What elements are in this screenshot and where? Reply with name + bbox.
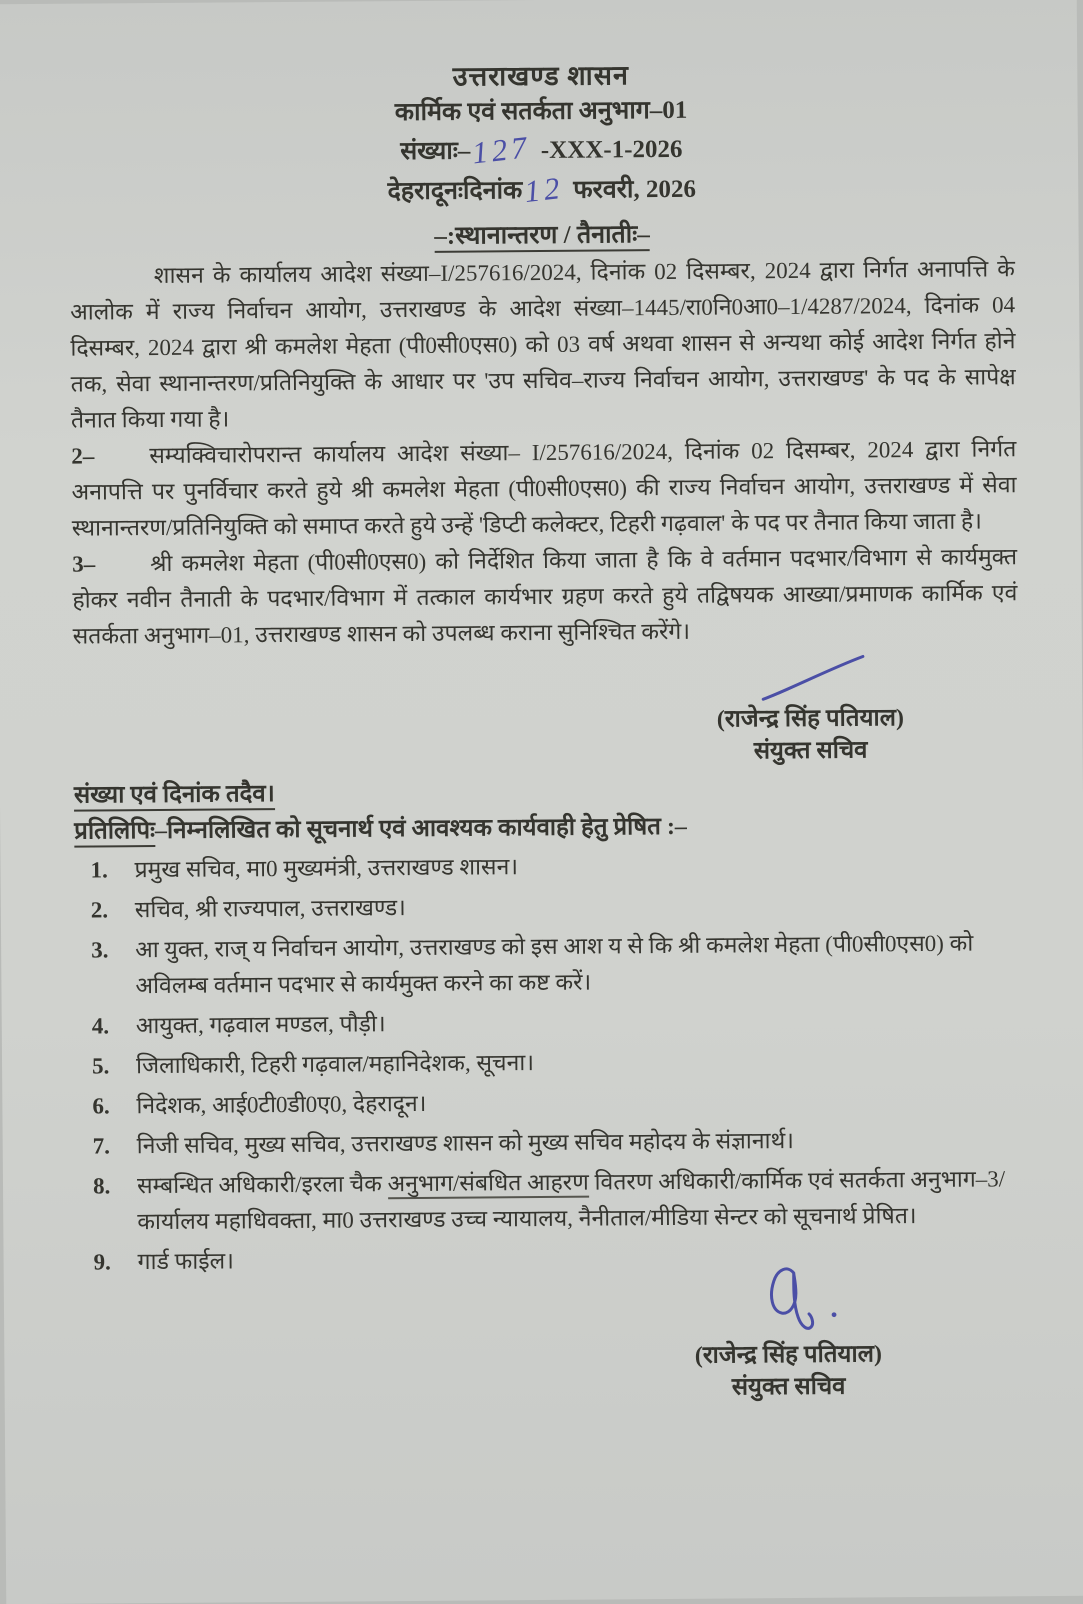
paragraph-1 (70, 251, 1016, 438)
paragraph-3-text: श्री कमलेश मेहता (पी0सी0एस0) को निर्देशित किया जाता है कि वे वर्तमान पदभार/विभाग से कार्यमुक्त होकर नवीन तैनाती के पदभार/विभाग में तत्काल कार्यभार ग्रहण करते हुये तद्विषयक आख्या/प्रमाणक कार्मिक एवं सतर्कता अनुभाग–01, उत्तराखण्ड शासन को उपलब्ध कराना सुनिश्चित करेंगे। (72, 544, 1018, 649)
handwritten-date: 12 (522, 169, 566, 210)
copy-label: प्रतिलिपिः (74, 818, 155, 848)
subject-text: –:स्थानान्तरण / तैनातीः– (434, 221, 650, 253)
list-item: 5. जिलाधिकारी, टिहरी गढ़वाल/महानिदेशक, सूचना। (91, 1050, 535, 1079)
copy-recipients-list (74, 845, 1022, 1280)
letter-number-label: संख्याः– (400, 137, 471, 166)
list-item: 8. सम्बन्धित अधिकारी/इरला चैक अनुभाग/संबधित आहरण वितरण अधिकारी/कार्मिक एवं सतर्कता अनुभाग–3/कार्यालय महाधिवक्ता, मा0 उत्तराखण्ड उच्च न्यायालय, नैनीताल/मीडिया सेन्टर को सूचनार्थ प्रेषित। (92, 1166, 1006, 1235)
list-item: 6. निदेशक, आई0टी0डी0ए0, देहरादून। (92, 1090, 427, 1119)
letterhead (68, 54, 1015, 258)
paragraph-2-number: 2– (71, 443, 95, 469)
signatory-name: (राजेन्द्र सिंह पतियाल) (694, 1341, 883, 1369)
paragraph-2-text: सम्यक्विचारोपरान्त कार्यालय आदेश संख्या– I/257616/2024, दिनांक 02 दिसम्बर, 2024 द्वारा निर्गत अनापत्ति पर पुनर्विचार करते हुये श्री कमलेश मेहता (पी0सी0एस0) की राज्य निर्वाचन आयोग, उत्तराखण्ड में सेवा स्थानान्तरण/प्रतिनियुक्ति को समाप्त करते हुये उन्हें 'डिप्टी कलेक्टर, टिहरी गढ़वाल' के पद पर तैनात किया जाता है। (71, 436, 1017, 541)
signature-block-2 (623, 1260, 954, 1405)
paragraph-3 (72, 539, 1018, 654)
list-item: 7. निजी सचिव, मुख्य सचिव, उत्तराखण्ड शासन को मुख्य सचिव महोदय के संज्ञानार्थ। (92, 1128, 795, 1159)
place-date-label: देहरादूनःदिनांक (387, 177, 523, 206)
copy-to-line (74, 805, 1019, 850)
paragraph-2 (71, 431, 1017, 546)
signatory-title: संयुक्त सचिव (731, 1373, 846, 1401)
paragraph-1-text: शासन के कार्यालय आदेश संख्या–I/257616/2024, दिनांक 02 दिसम्बर, 2024 द्वारा निर्गत अनापत्ति के आलोक में राज्य निर्वाचन आयोग, उत्तराखण्ड के आदेश संख्या–1445/रा0नि0आ0–1/4287/2024, दिनांक 04 दिसम्बर, 2024 द्वारा श्री कमलेश मेहता (पी0सी0एस0) को 03 वर्ष अथवा शासन से अन्यथा कोई आदेश निर्गत होने तक, सेवा स्थानान्तरण/प्रतिनियुक्ति के आधार पर 'उप सचिव–राज्य निर्वाचन आयोग, उत्तराखण्ड' के पद के सापेक्ष तैनात किया गया है। (70, 256, 1016, 433)
signature-stroke-icon (735, 650, 885, 703)
underlined-segment: अनुभाग/संबधित आहरण (387, 1170, 588, 1200)
date-rest: फरवरी, 2026 (573, 175, 697, 204)
list-item: 3. आ युक्त, राज् य निर्वाचन आयोग, उत्तराखण्ड को इस आश य से कि श्री कमलेश मेहता (पी0सी0एस0) को अविलम्ब वर्तमान पदभार से कार्यमुक्त करने का कष्ट करें। (91, 930, 974, 999)
place-date-line (69, 165, 1014, 212)
government-name: उत्तराखण्ड शासन (452, 60, 630, 92)
list-item: 2. सचिव, श्री राज्यपाल, उत्तराखण्ड। (90, 895, 406, 923)
list-item: 1. प्रमुख सचिव, मा0 मुख्यमंत्री, उत्तराखण्ड शासन। (90, 854, 519, 883)
pen-dot (832, 1312, 837, 1317)
signature-block-1 (660, 650, 961, 768)
copy-rest: –निम्नलिखित को सूचनार्थ एवं आवश्यक कार्यवाही हेतु प्रेषित :– (154, 813, 687, 845)
signatory-title: संयुक्त सचिव (753, 737, 868, 765)
ref-same-number-date-line: संख्या एवं दिनांक तदैव। (74, 771, 1019, 812)
paragraph-3-number: 3– (72, 551, 96, 577)
letter-number-rest: -XXX-1-2026 (540, 135, 683, 164)
handwritten-letter-number: 127 (470, 129, 533, 171)
list-item: 4. आयुक्त, गढ़वाल मण्डल, पौड़ी। (91, 1011, 386, 1039)
list-item: 9. गार्ड फाईल। (93, 1248, 234, 1275)
signatory-name: (राजेन्द्र सिंह पतियाल) (716, 705, 905, 733)
department-name: कार्मिक एवं सतर्कता अनुभाग–01 (394, 96, 688, 127)
